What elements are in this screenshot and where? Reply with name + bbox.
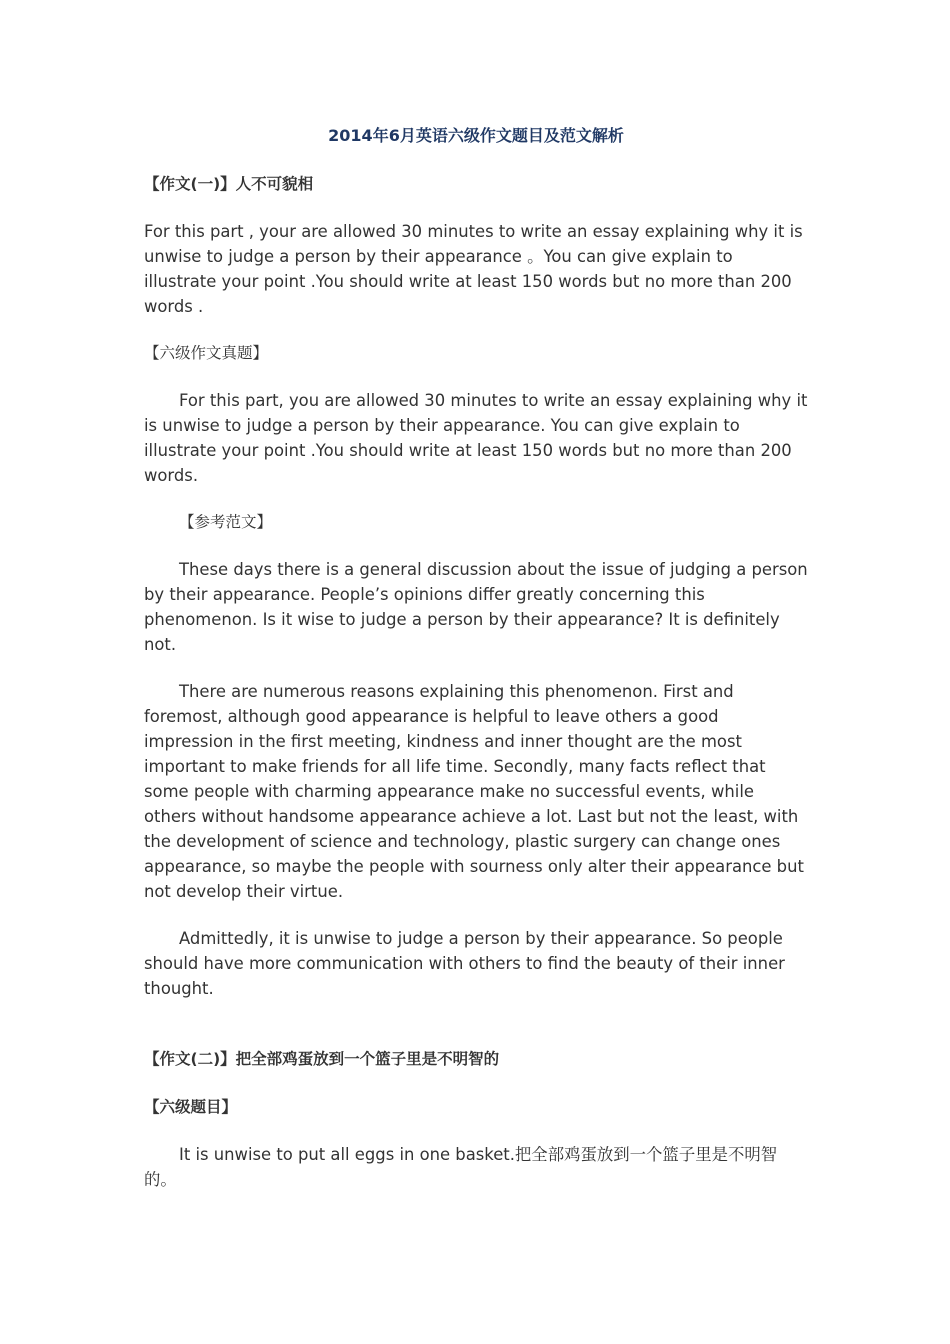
essay1-prompt-label: 【六级作文真题】 bbox=[144, 344, 269, 362]
sample-paragraph: There are numerous reasons explaining this phenomenon. First and foremost, although good appearance is helpful to leave others a good impression in the first meeting, kindness and inner thought are the most important to make friends for all life time. Secondly, many facts reflect that some people with charming appearance make no successful events, while others without handsome appearance achieve a lot. Last but not the least, with the development of science and technology, plastic surgery can change ones appearance, so maybe the people with sourness only alter their appearance but not develop their virtue. bbox=[144, 682, 804, 901]
essay1-heading: 【作文(一)】人不可貌相 bbox=[144, 175, 314, 193]
essay2-topic-label: 【六级题目】 bbox=[144, 1098, 238, 1116]
essay1-sample-label: 【参考范文】 bbox=[179, 513, 273, 531]
essay1-intro: For this part , your are allowed 30 minutes to write an essay explaining why it is unwise to judge a person by their appearance 。You can give explain to illustrate your point .You should write at least 150 words but no more than 200 words . bbox=[144, 222, 803, 316]
essay2-heading: 【作文(二)】把全部鸡蛋放到一个篮子里是不明智的 bbox=[144, 1050, 500, 1068]
sample-paragraph: Admittedly, it is unwise to judge a person by their appearance. So people should have more communication with others to find the beauty of their inner thought. bbox=[144, 929, 785, 998]
sample-paragraph: These days there is a general discussion about the issue of judging a person by their appearance. People’s opinions differ greatly concerning this phenomenon. Is it wise to judge a person by their appearance? It is definitely not. bbox=[144, 560, 808, 654]
essay1-prompt-text: For this part, you are allowed 30 minutes to write an essay explaining why it is unwise to judge a person by their appearance. You can give explain to illustrate your point .You should write at least 150 words but no more than 200 words. bbox=[144, 391, 808, 485]
essay2-topic-text: It is unwise to put all eggs in one basket.把全部鸡蛋放到一个篮子里是不明智的。 bbox=[144, 1145, 778, 1189]
document-title: 2014年6月英语六级作文题目及范文解析 bbox=[328, 126, 624, 145]
